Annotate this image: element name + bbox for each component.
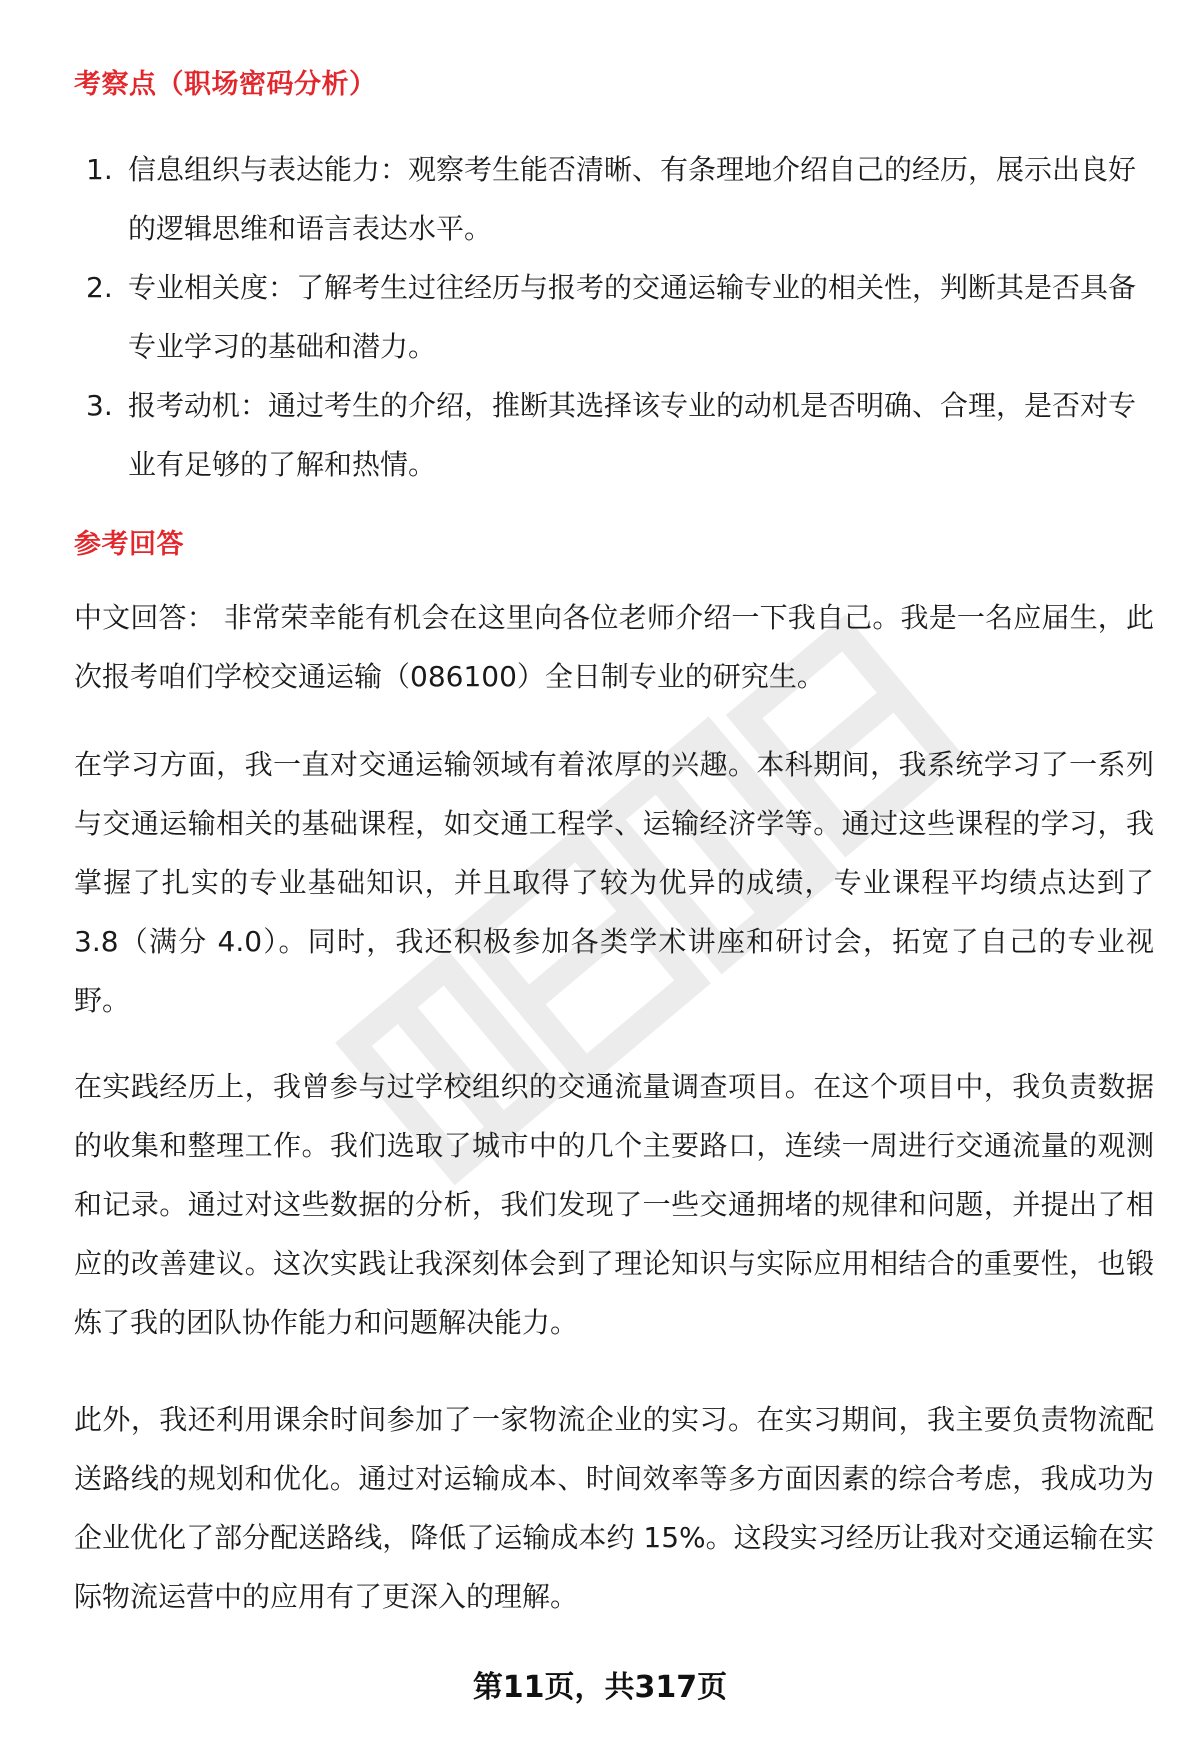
exam-points-list — [74, 140, 1154, 494]
answer-paragraph: 中文回答： 非常荣幸能有机会在这里向各位老师介绍一下我自己。我是一名应届生，此次报考咱们学校交通运输（086100）全日制专业的研究生。 — [74, 601, 1154, 693]
section-heading-reference-answer: 参考回答 — [74, 529, 184, 560]
list-item-number: 1. — [86, 153, 113, 186]
answer-paragraph: 在学习方面，我一直对交通运输领域有着浓厚的兴趣。本科期间，我系统学习了一系列与交通运输相关的基础课程，如交通工程学、运输经济学等。通过这些课程的学习，我掌握了扎实的专业基础知识，并且取得了较为优异的成绩，专业课程平均绩点达到了 3.8（满分 4.0）。同时，我还积极参加各类学术讲座和研讨会，拓宽了自己的专业视野。 — [74, 748, 1154, 1017]
page-number-footer: 第11页，共317页 — [472, 1670, 728, 1705]
list-item-number: 3. — [86, 389, 113, 422]
list-item-text: 专业相关度：了解考生过往经历与报考的交通运输专业的相关性，判断其是否具备专业学习的基础和潜力。 — [128, 271, 1137, 363]
list-item-number: 2. — [86, 271, 113, 304]
answer-paragraph: 此外，我还利用课余时间参加了一家物流企业的实习。在实习期间，我主要负责物流配送路线的规划和优化。通过对运输成本、时间效率等多方面因素的综合考虑，我成功为企业优化了部分配送路线，降低了运输成本约 15%。这段实习经历让我对交通运输在实际物流运营中的应用有了更深入的理解。 — [74, 1403, 1154, 1613]
answer-paragraph: 在实践经历上，我曾参与过学校组织的交通流量调查项目。在这个项目中，我负责数据的收集和整理工作。我们选取了城市中的几个主要路口，连续一周进行交通流量的观测和记录。通过对这些数据的分析，我们发现了一些交通拥堵的规律和问题，并提出了相应的改善建议。这次实践让我深刻体会到了理论知识与实际应用相结合的重要性，也锻炼了我的团队协作能力和问题解决能力。 — [74, 1070, 1154, 1339]
list-item — [74, 140, 1154, 258]
list-item-text: 报考动机：通过考生的介绍，推断其选择该专业的动机是否明确、合理，是否对专业有足够的了解和热情。 — [128, 389, 1137, 481]
list-item — [74, 258, 1154, 376]
section-heading-exam-points: 考察点（职场密码分析） — [74, 69, 377, 100]
list-item-text: 信息组织与表达能力：观察考生能否清晰、有条理地介绍自己的经历，展示出良好的逻辑思维和语言表达水平。 — [128, 153, 1137, 245]
list-item — [74, 376, 1154, 494]
